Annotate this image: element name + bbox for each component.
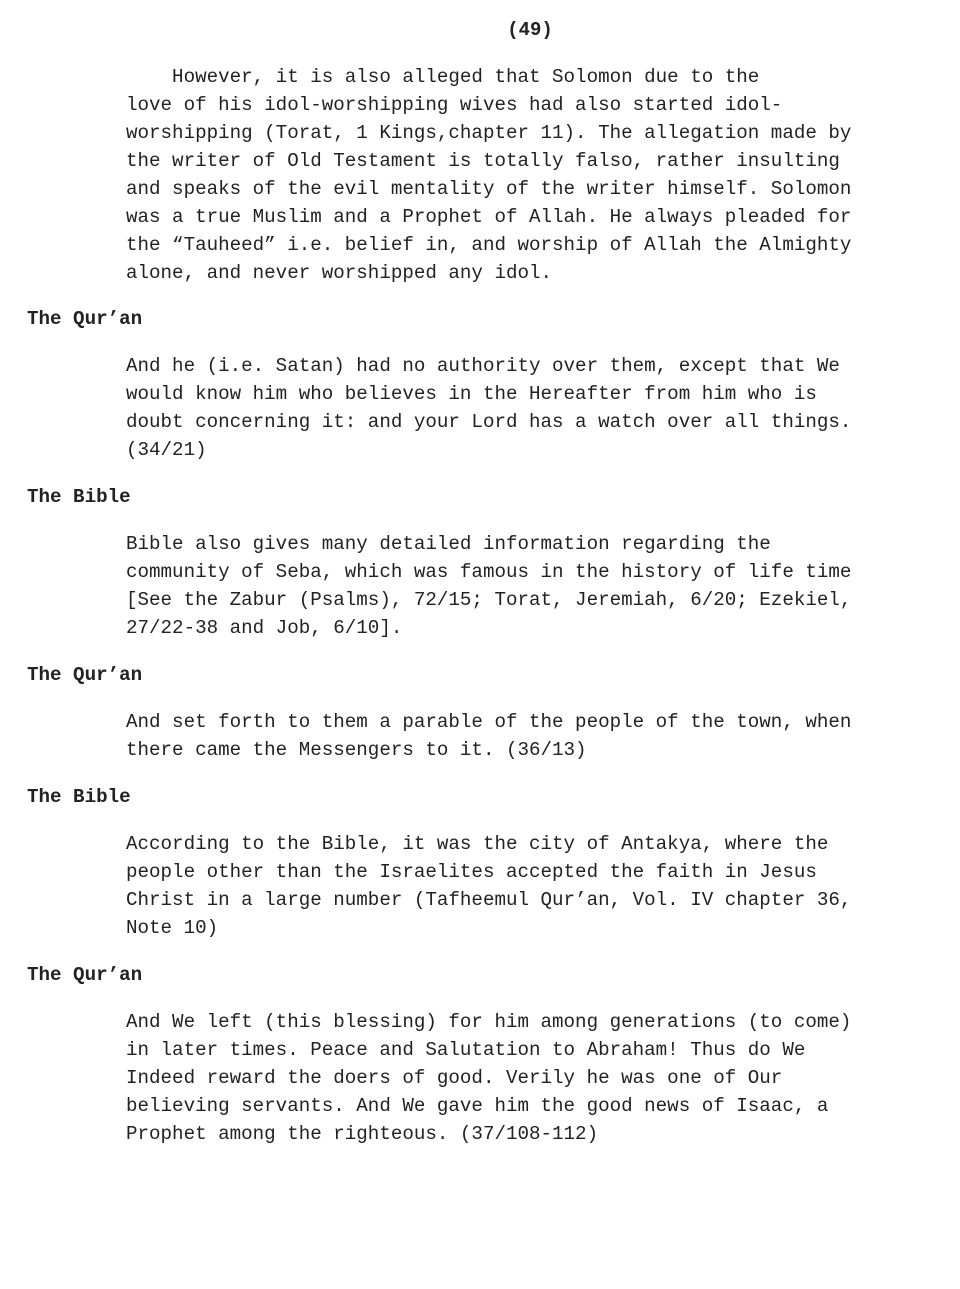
text-line: doubt concerning it: and your Lord has a watch over all things. [126,411,852,433]
text-line: would know him who believes in the Hereafter from him who is [126,383,817,405]
text-line: And set forth to them a parable of the people of the town, when [126,711,852,733]
text-line: And We left (this blessing) for him among generations (to come) [126,1011,852,1033]
text-line: worshipping (Torat, 1 Kings,chapter 11). The allegation made by [126,122,852,144]
text-line: Prophet among the righteous. (37/108-112) [126,1123,599,1145]
paragraph-bible-seba [126,530,946,642]
text-line: And he (i.e. Satan) had no authority over them, except that We [126,355,840,377]
section-heading-bible: The Bible [27,486,131,508]
text-line: believing servants. And We gave him the good news of Isaac, a [126,1095,829,1117]
text-line: However, it is also alleged that Solomon due to the [126,66,760,88]
paragraph-quran-34-21 [126,352,946,464]
text-line: Note 10) [126,917,219,939]
text-line: and speaks of the evil mentality of the writer himself. Solomon [126,178,852,200]
text-line: was a true Muslim and a Prophet of Allah. He always pleaded for [126,206,852,228]
section-heading-quran: The Qur’an [27,664,143,686]
section-heading-quran: The Qur’an [27,964,143,986]
text-line: love of his idol-worshipping wives had also started idol- [126,94,783,116]
text-line: Christ in a large number (Tafheemul Qur’an, Vol. IV chapter 36, [126,889,852,911]
page-number: (49) [507,19,553,41]
text-line: people other than the Israelites accepted the faith in Jesus [126,861,817,883]
text-line: 27/22-38 and Job, 6/10]. [126,617,403,639]
text-line: Indeed reward the doers of good. Verily he was one of Our [126,1067,783,1089]
paragraph-solomon-allegation [126,63,946,287]
text-line: (34/21) [126,439,207,461]
text-line: [See the Zabur (Psalms), 72/15; Torat, Jeremiah, 6/20; Ezekiel, [126,589,852,611]
text-line: there came the Messengers to it. (36/13) [126,739,587,761]
section-heading-bible: The Bible [27,786,131,808]
text-line: Bible also gives many detailed information regarding the [126,533,771,555]
paragraph-bible-antakya [126,830,946,942]
text-line: community of Seba, which was famous in the history of life time [126,561,852,583]
text-line: the “Tauheed” i.e. belief in, and worship of Allah the Almighty [126,234,852,256]
text-line: in later times. Peace and Salutation to Abraham! Thus do We [126,1039,806,1061]
text-line: the writer of Old Testament is totally falso, rather insulting [126,150,840,172]
paragraph-quran-37-108-112 [126,1008,946,1148]
section-heading-quran: The Qur’an [27,308,143,330]
text-line: According to the Bible, it was the city of Antakya, where the [126,833,829,855]
paragraph-quran-36-13 [126,708,946,764]
text-line: alone, and never worshipped any idol. [126,262,553,284]
